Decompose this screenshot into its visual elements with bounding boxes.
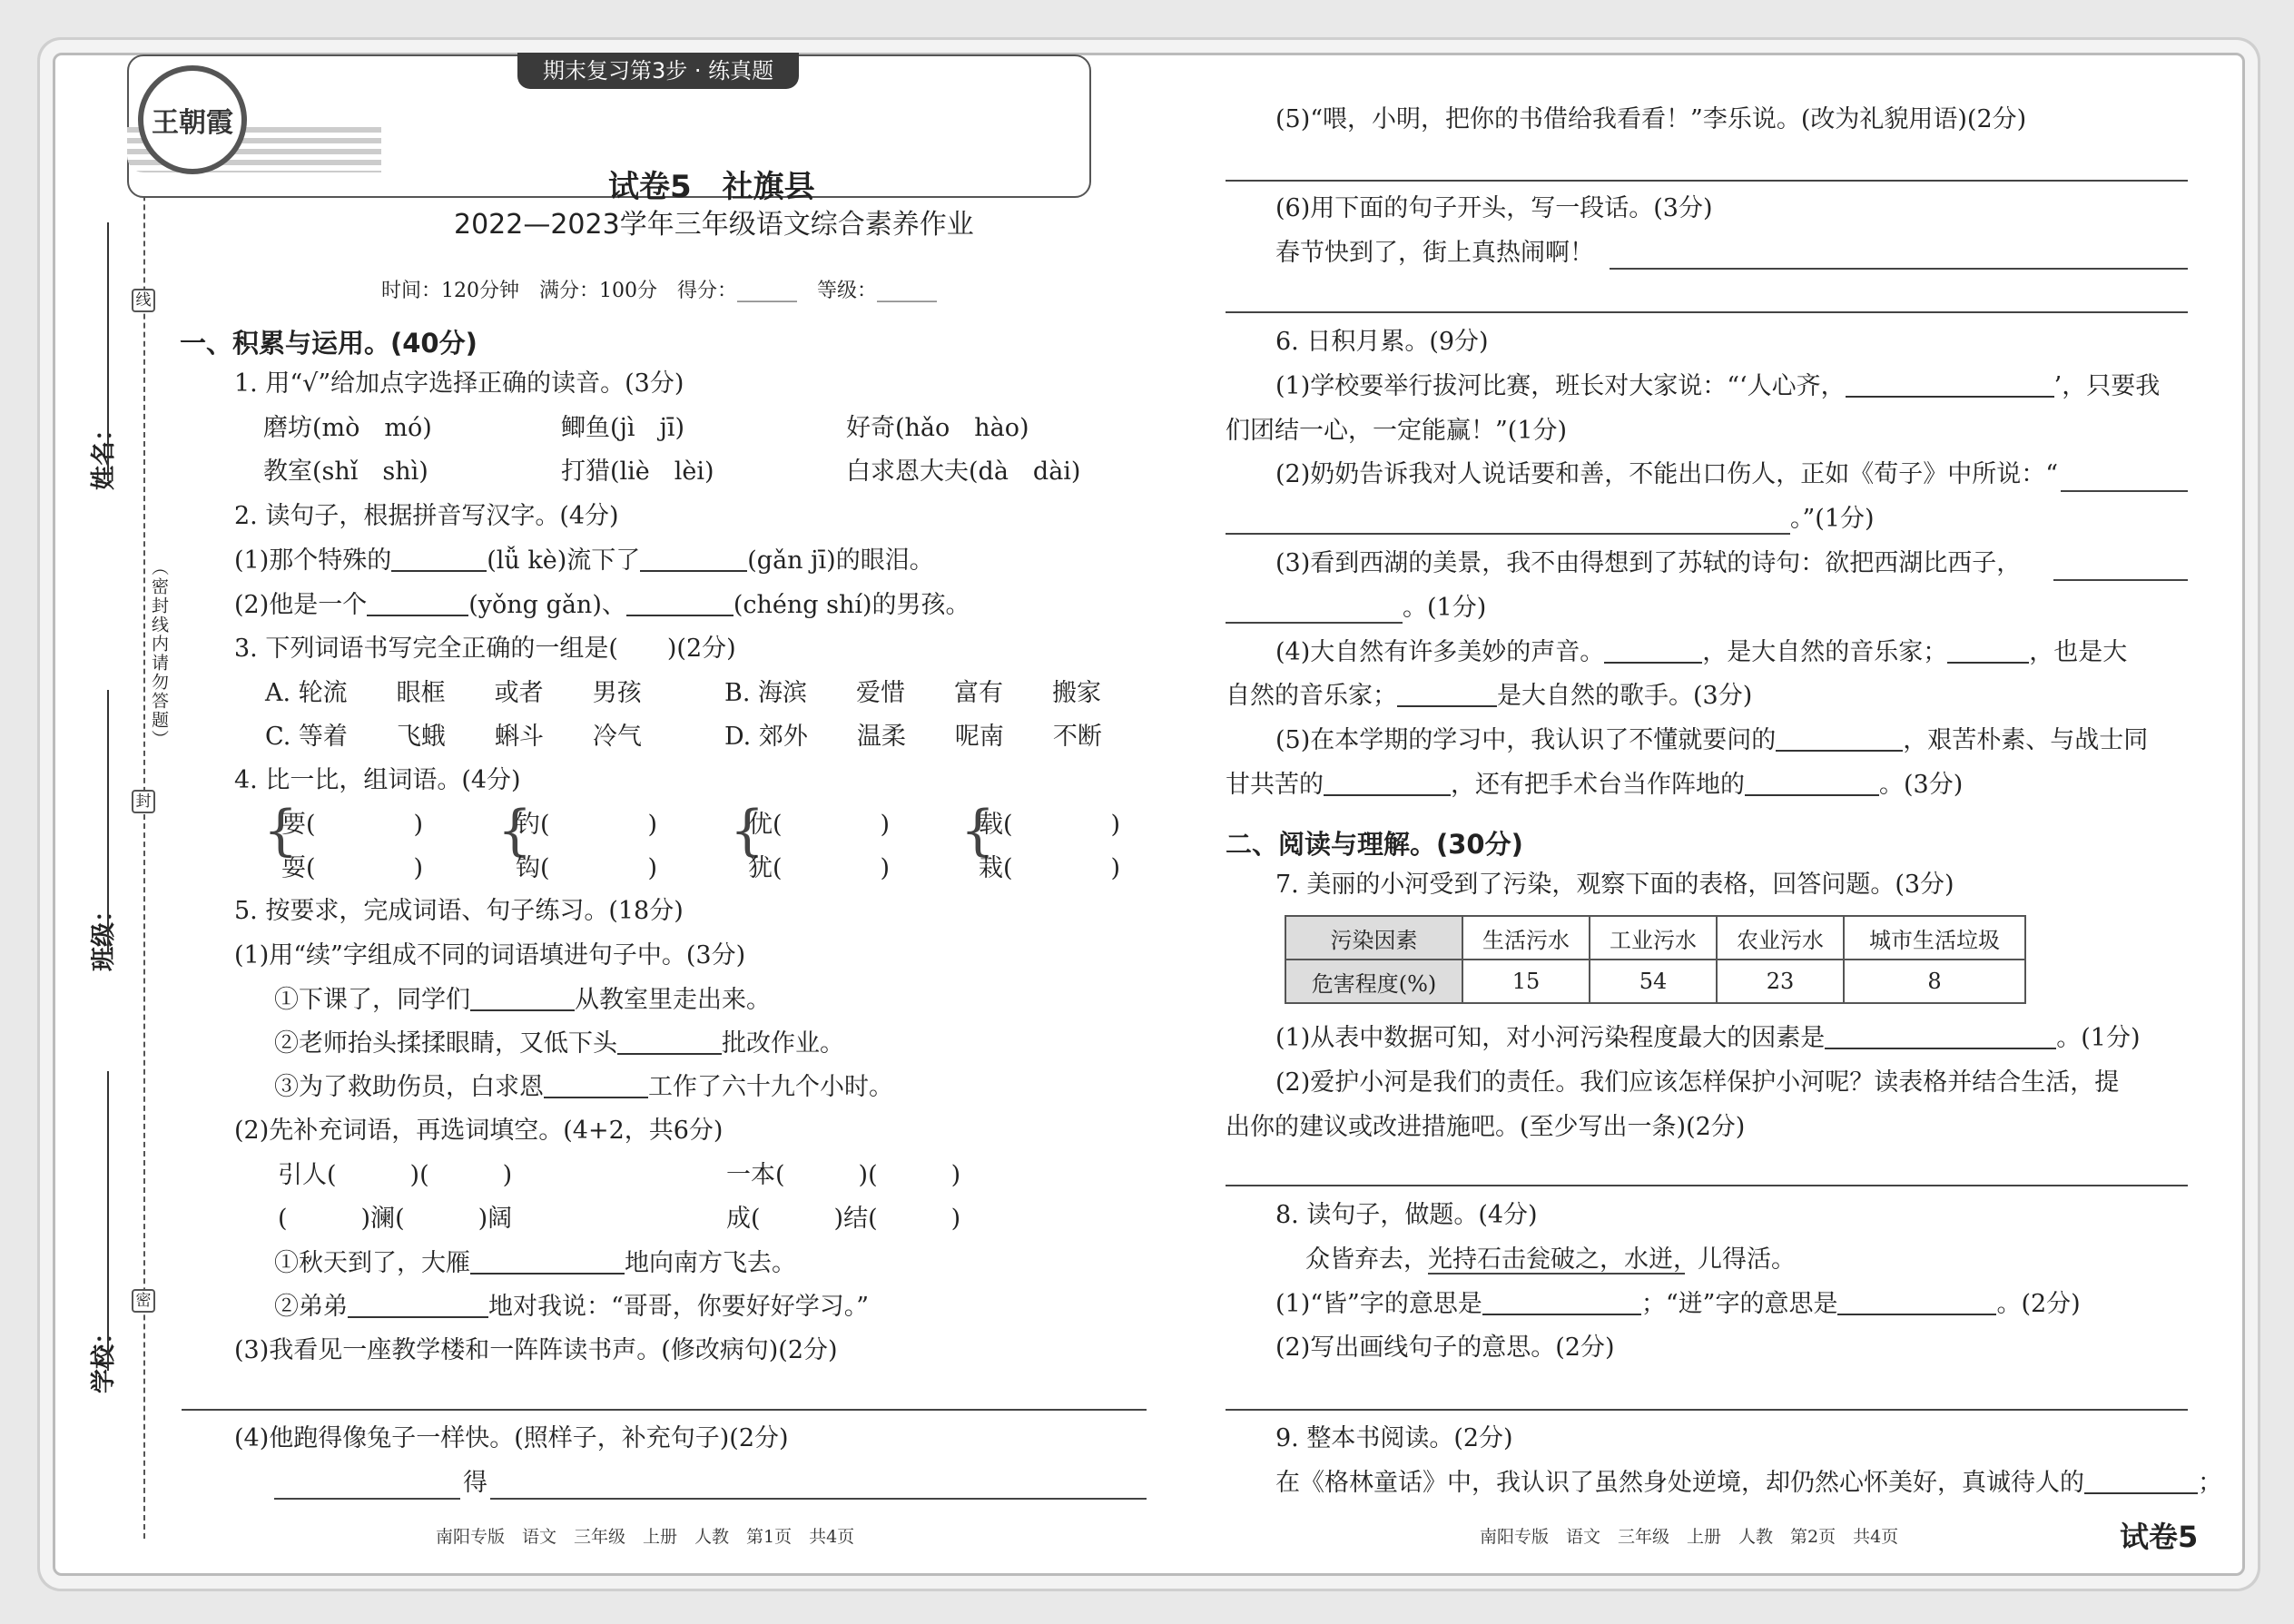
q4-item-7: 载( ) bbox=[979, 811, 1121, 839]
table-cell: 8 bbox=[1844, 960, 2025, 1003]
q5-2-c: ( )澜( )阔 bbox=[278, 1205, 513, 1233]
exam-meta: 时间：120分钟 满分：100分 得分：______ 等级：______ bbox=[381, 280, 937, 302]
q5-2-a: 引人( )( ) bbox=[278, 1161, 513, 1189]
q1-item-3: 好奇(hǎo hào) bbox=[846, 414, 1029, 442]
q3-option-a: A. 轮流 眼框 或者 男孩 bbox=[265, 679, 642, 707]
table-row bbox=[1285, 916, 2025, 960]
table-cell: 23 bbox=[1717, 960, 1844, 1003]
q9-title: 9. 整本书阅读。(2分) bbox=[1275, 1424, 1513, 1452]
q5-3-answer-line bbox=[182, 1409, 1147, 1411]
q4-item-4: 钩( ) bbox=[516, 854, 658, 882]
q8-underline bbox=[1428, 1273, 1685, 1275]
q5-6-line-b bbox=[1226, 311, 2188, 313]
q5-2-title: (2)先补充词语，再选词填空。(4+2，共6分) bbox=[234, 1117, 724, 1145]
q1-item-5: 打猎(liè lèi) bbox=[561, 458, 714, 486]
q3-option-d: D. 郊外 温柔 呢南 不断 bbox=[724, 723, 1102, 751]
q5-4-title: (4)他跑得像兔子一样快。(照样子，补充句子)(2分) bbox=[234, 1424, 789, 1452]
q5-2-d: 成( )结( ) bbox=[726, 1205, 961, 1233]
q5-2-e: ①秋天到了，大雁 地向南方飞去。 bbox=[274, 1249, 796, 1277]
q5-title: 5. 按要求，完成词语、句子练习。(18分) bbox=[234, 897, 684, 925]
q7-2-a: (2)爱护小河是我们的责任。我们应该怎样保护小河呢？读表格并结合生活，提 bbox=[1275, 1068, 2120, 1097]
q5-1-b: ②老师抬头揉揉眼睛，又低下头 批改作业。 bbox=[274, 1029, 844, 1058]
q6-3-line-a bbox=[2053, 579, 2188, 581]
exam-title: 试卷5 社旗县 bbox=[608, 169, 815, 205]
table-cell: 15 bbox=[1462, 960, 1590, 1003]
q5-4-line-a bbox=[274, 1498, 460, 1500]
name-label: 姓名： bbox=[90, 417, 118, 490]
q6-2-line-a bbox=[2061, 490, 2188, 492]
q7-title: 7. 美丽的小河受到了污染，观察下面的表格，回答问题。(3分) bbox=[1275, 871, 1954, 899]
q1-title: 1. 用“√”给加点字选择正确的读音。(3分) bbox=[234, 369, 684, 398]
q4-title: 4. 比一比，组词语。(4分) bbox=[234, 766, 521, 794]
table-row bbox=[1285, 960, 2025, 1003]
q8-2: (2)写出画线句子的意思。(2分) bbox=[1275, 1334, 1615, 1362]
q6-3-b: 。(1分) bbox=[1403, 594, 1487, 622]
q8-title: 8. 读句子，做题。(4分) bbox=[1275, 1201, 1538, 1229]
q2-line-a: (1)那个特殊的 (lǚ kè)流下了 (gǎn jī)的眼泪。 bbox=[234, 546, 934, 575]
q5-5-answer-line bbox=[1226, 180, 2188, 182]
exam-badge: 试卷5 bbox=[2120, 1520, 2199, 1554]
q5-6-start: 春节快到了，街上真热闹啊！ bbox=[1275, 239, 1594, 267]
q1-item-1: 磨坊(mò mó) bbox=[263, 414, 432, 442]
seal-mark-bot: 密 bbox=[132, 1289, 155, 1313]
table-cell: 城市生活垃圾 bbox=[1844, 916, 2025, 960]
q1-item-4: 教室(shǐ shì) bbox=[263, 458, 428, 486]
table-cell: 工业污水 bbox=[1590, 916, 1717, 960]
seal-note: （密封线内请勿答题） bbox=[149, 558, 169, 749]
q5-2-b: 一本( )( ) bbox=[726, 1161, 961, 1189]
q7-1: (1)从表中数据可知，对小河污染程度最大的因素是 。(1分) bbox=[1275, 1024, 2141, 1052]
q4-item-2: 耍( ) bbox=[281, 854, 424, 882]
q4-item-1: 要( ) bbox=[281, 811, 424, 839]
q7-2-b: 出你的建议或改进措施吧。(至少写出一条)(2分) bbox=[1226, 1113, 1746, 1141]
q6-2-b: 。”(1分) bbox=[1790, 505, 1875, 533]
q1-item-6: 白求恩大夫(dà dài) bbox=[846, 458, 1081, 486]
q6-2-a: (2)奶奶告诉我对人说话要和善，不能出口伤人，正如《荀子》中所说：“ bbox=[1275, 460, 2059, 488]
q4-brace-4: { bbox=[960, 799, 996, 862]
table-cell: 农业污水 bbox=[1717, 916, 1844, 960]
q6-3-line-b bbox=[1226, 622, 1403, 624]
header-tab: 期末复习第3步 · 练真题 bbox=[517, 53, 799, 89]
publisher-logo: 王朝霞 bbox=[138, 65, 247, 174]
q4-item-8: 栽( ) bbox=[979, 854, 1121, 882]
q6-3-a: (3)看到西湖的美景，我不由得想到了苏轼的诗句：欲把西湖比西子， bbox=[1275, 549, 2022, 577]
q4-item-6: 犹( ) bbox=[748, 854, 891, 882]
name-line bbox=[107, 222, 109, 481]
q6-1-b: 们团结一心，一定能赢！”(1分) bbox=[1226, 417, 1568, 445]
class-line bbox=[107, 690, 109, 953]
q6-1-a: (1)学校要举行拔河比赛，班长对大家说：“‘人心齐， ’，只要我 bbox=[1275, 372, 2161, 400]
left-footer: 南阳专版 语文 三年级 上册 人教 第1页 共4页 bbox=[436, 1527, 855, 1547]
q6-4-a: (4)大自然有许多美妙的声音。 ，是大自然的音乐家； ，也是大 bbox=[1275, 638, 2128, 666]
exam-subtitle: 2022—2023学年三年级语文综合素养作业 bbox=[454, 209, 974, 241]
table-cell: 污染因素 bbox=[1285, 916, 1462, 960]
q4-brace-3: { bbox=[730, 799, 765, 862]
q2-title: 2. 读句子，根据拼音写汉字。(4分) bbox=[234, 502, 619, 530]
q2-line-b: (2)他是一个 (yǒng gǎn)、 (chéng shí)的男孩。 bbox=[234, 591, 970, 619]
school-label: 学校： bbox=[90, 1320, 118, 1393]
q6-5-a: (5)在本学期的学习中，我认识了不懂就要问的 ，艰苦朴素、与战士同 bbox=[1275, 726, 2149, 754]
section-1-title: 一、积累与运用。(40分) bbox=[180, 328, 478, 359]
q4-brace-1: { bbox=[263, 799, 299, 862]
q7-2-answer-line bbox=[1226, 1185, 2188, 1186]
q5-1-title: (1)用“续”字组成不同的词语填进句子中。(3分) bbox=[234, 941, 746, 969]
q8-sentence: 众皆弃去，光持石击瓮破之，水迸，儿得活。 bbox=[1305, 1245, 1796, 1274]
seal-mark-top: 线 bbox=[132, 289, 155, 312]
q4-item-3: 钓( ) bbox=[516, 811, 658, 839]
table-cell: 生活污水 bbox=[1462, 916, 1590, 960]
class-label: 班级： bbox=[90, 898, 118, 971]
q8-1: (1)“皆”字的意思是 ；“迸”字的意思是 。(2分) bbox=[1275, 1290, 2081, 1318]
section-2-title: 二、阅读与理解。(30分) bbox=[1226, 829, 1523, 860]
table-cell: 54 bbox=[1590, 960, 1717, 1003]
q1-item-2: 鲫鱼(jì jī) bbox=[561, 414, 685, 442]
q5-3-title: (3)我看见一座教学楼和一阵阵读书声。(修改病句)(2分) bbox=[234, 1336, 838, 1364]
q5-4-de: 得 bbox=[463, 1469, 487, 1497]
school-line bbox=[107, 1071, 109, 1371]
q8-2-answer-line bbox=[1226, 1409, 2188, 1411]
seal-mark-mid: 封 bbox=[132, 790, 155, 813]
q5-2-f: ②弟弟 地对我说：“哥哥，你要好好学习。” bbox=[274, 1293, 870, 1321]
q6-title: 6. 日积月累。(9分) bbox=[1275, 328, 1489, 356]
q5-5-title: (5)“喂，小明，把你的书借给我看看！”李乐说。(改为礼貌用语)(2分) bbox=[1275, 105, 2027, 133]
q3-option-b: B. 海滨 爱惜 富有 搬家 bbox=[724, 679, 1102, 707]
q3-title: 3. 下列词语书写完全正确的一组是( )(2分) bbox=[234, 635, 736, 663]
pollution-table bbox=[1285, 915, 2026, 1004]
q5-4-line-b bbox=[490, 1498, 1147, 1500]
q6-2-line-b bbox=[1226, 533, 1790, 535]
q6-5-b: 甘共苦的 ，还有把手术台当作阵地的 。(3分) bbox=[1226, 771, 1964, 799]
q5-1-c: ③为了救助伤员，白求恩 工作了六十九个小时。 bbox=[274, 1073, 893, 1101]
q4-item-5: 优( ) bbox=[748, 811, 891, 839]
right-footer: 南阳专版 语文 三年级 上册 人教 第2页 共4页 bbox=[1480, 1527, 1899, 1547]
table-cell: 危害程度(%) bbox=[1285, 960, 1462, 1003]
q9-a: 在《格林童话》中，我认识了虽然身处逆境，却仍然心怀美好，真诚待人的 ； bbox=[1275, 1469, 2222, 1497]
q5-6-title: (6)用下面的句子开头，写一段话。(3分) bbox=[1275, 194, 1713, 222]
q6-4-b: 自然的音乐家； 是大自然的歌手。(3分) bbox=[1226, 682, 1753, 710]
q4-brace-2: { bbox=[497, 799, 533, 862]
q5-6-line-a bbox=[1610, 268, 2188, 270]
q3-option-c: C. 等着 飞蛾 蝌斗 冷气 bbox=[265, 723, 642, 751]
q5-1-a: ①下课了，同学们 从教室里走出来。 bbox=[274, 986, 771, 1014]
